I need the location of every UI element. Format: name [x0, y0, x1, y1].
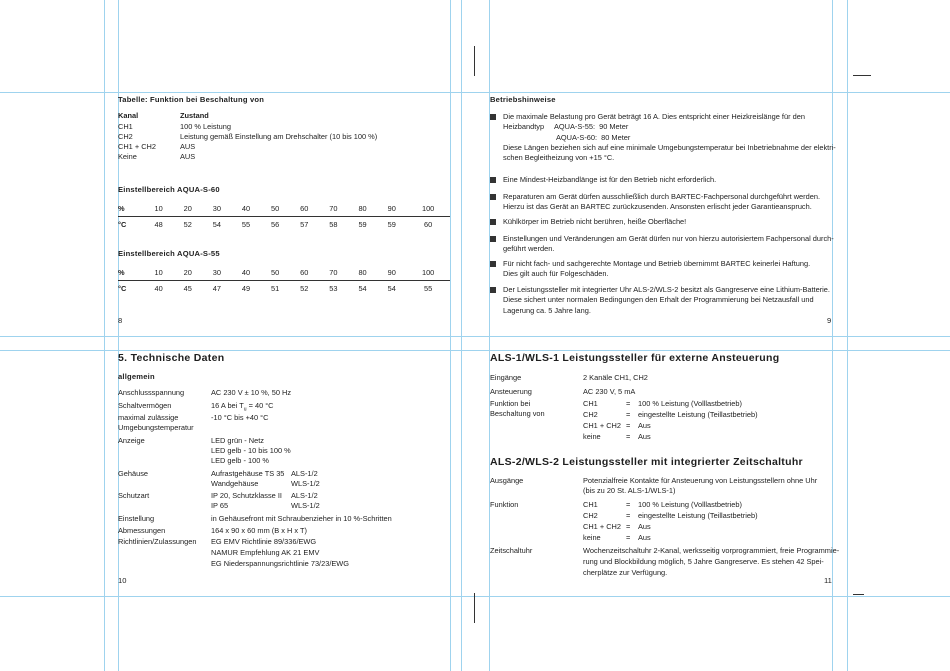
func-state: Aus [638, 421, 651, 430]
spec-value: LED gelb - 10 bis 100 % [211, 446, 291, 455]
page-title: Betriebshinweise [490, 95, 556, 104]
bullet-line: schen Begleitheizung von +15 °C. [503, 153, 615, 163]
func-channel: CH1 [583, 500, 598, 509]
range-cell: 49 [241, 284, 251, 293]
guide-line [0, 350, 950, 351]
func-equals: = [626, 399, 631, 408]
spec-label: Funktion [490, 500, 519, 509]
func-equals: = [626, 421, 631, 430]
range-cell: 51 [271, 284, 280, 293]
bullet-line: Eine Mindest-Heizbandlänge ist für den Betrieb nicht erforderlich. [503, 175, 717, 184]
kanal-cell: Keine [118, 152, 137, 161]
func-state: Aus [638, 432, 651, 441]
bullet-line: Hierzu ist das Gerät an BARTEC zurückzusenden. Ansonsten erlischt jeder Garantieanspruch. [503, 202, 812, 212]
bullet-line: Lagerung ca. 5 Jahre lang. [503, 305, 591, 315]
spec-value: LED grün - Netz [211, 436, 264, 445]
page-number: 9 [827, 316, 832, 325]
spec-label: Richtlinien/Zulassungen [118, 537, 197, 546]
range-cell: 53 [329, 284, 338, 293]
range-cell: 59 [387, 220, 396, 229]
spec-value: IP 65 [211, 501, 229, 510]
kanal-cell: CH1 [118, 122, 133, 131]
range-cell: 55 [424, 284, 433, 293]
range-cell: 52 [183, 220, 192, 229]
func-state: 100 % Leistung (Volllastbetrieb) [638, 399, 742, 408]
bullet-line: Dies gilt auch für Folgeschäden. [503, 269, 609, 279]
spec-label: Einstellung [118, 514, 155, 523]
bullet-line: Diese Längen beziehen sich auf eine minimale Umgebungstemperatur bei Inbetriebnahme der elektri- [503, 142, 836, 152]
spec-value-part: 16 A bei T [211, 401, 244, 410]
guide-line [0, 336, 950, 337]
zustand-cell: Leistung gemäß Einstellung am Drehschalter (10 bis 100 %) [180, 132, 378, 141]
func-equals: = [626, 511, 631, 520]
range-cell: 90 [377, 201, 406, 217]
spec-label: Ansteuerung [490, 387, 532, 396]
kanal-cell: CH2 [118, 132, 133, 141]
range-cell: 52 [300, 284, 309, 293]
bullet-text [503, 285, 830, 316]
range-cell: 40 [231, 201, 260, 217]
bullet-icon [490, 114, 496, 120]
spec-value: Wochenzeitschaltuhr 2-Kanal, werksseitig vorprogrammiert, freie Programmie- [583, 546, 840, 555]
func-channel: CH1 [583, 399, 598, 408]
range-cell: 47 [212, 284, 221, 293]
bullet-icon [490, 219, 496, 225]
spec-label: Funktion bei [490, 399, 531, 408]
spec-value: 164 x 90 x 60 mm (B x H x T) [211, 526, 307, 535]
bullet-line: Der Leistungssteller mit integrierter Uhr ALS-2/WLS-2 besitzt als Gangreserve eine Lithium-Batterie. [503, 285, 830, 294]
range-cell: 30 [202, 265, 231, 281]
spec-value: Potenzialfreie Kontakte für Ansteuerung von Leistungsstellern ohne Uhr [583, 476, 818, 485]
zustand-cell: AUS [180, 142, 196, 151]
range-cell: 54 [387, 284, 396, 293]
func-equals: = [626, 500, 631, 509]
range-cell: 50 [261, 201, 290, 217]
range-cell: 59 [358, 220, 367, 229]
func-state: eingestellte Leistung (Teillastbetrieb) [638, 511, 758, 520]
bullet-icon [490, 177, 496, 183]
range-cell: 57 [300, 220, 309, 229]
spec-value: EG Niederspannungsrichtlinie 73/23/EWG [211, 559, 350, 568]
func-equals: = [626, 522, 631, 531]
range-cell: °C [118, 220, 127, 229]
bullet-text [503, 112, 836, 163]
spec-value: AC 230 V, 5 mA [583, 387, 636, 396]
spec-variant: ALS-1/2 [291, 469, 318, 478]
trim-mark [474, 593, 475, 623]
section-subtitle: allgemein [118, 372, 155, 381]
bullet-line: Diese sichert unter normalen Bedingungen den Erhalt der Programmierung bei Netzausfall und [503, 295, 814, 305]
trim-mark [853, 75, 871, 76]
range-cell: 40 [231, 265, 260, 281]
section-title: ALS-1/WLS-1 Leistungssteller für externe Ansteuerung [490, 352, 780, 364]
range-55-title: Einstellbereich AQUA-S-55 [118, 249, 220, 258]
range-cell: 50 [261, 265, 290, 281]
bullet-text [503, 259, 810, 280]
spec-value: 2 Kanäle CH1, CH2 [583, 373, 648, 382]
spec-label: Beschaltung von [490, 409, 545, 418]
range-cell: 80 [348, 201, 377, 217]
range-55-table [118, 265, 450, 296]
guide-line [0, 92, 950, 93]
spec-value: NAMUR Empfehlung AK 21 EMV [211, 548, 320, 557]
bullet-icon [490, 261, 496, 267]
range-cell: 10 [144, 265, 173, 281]
bullet-text [503, 192, 820, 213]
page-number: 11 [824, 576, 832, 585]
spec-variant: ALS-1/2 [291, 491, 318, 500]
range-cell: 45 [183, 284, 192, 293]
spec-label: Gehäuse [118, 469, 148, 478]
spec-value: Wandgehäuse [211, 479, 259, 488]
spec-value: (bis zu 20 St. ALS-1/WLS-1) [583, 486, 676, 495]
spec-label: Zeitschaltuhr [490, 546, 533, 555]
bullet-line: Heizbandtyp AQUA-S-55: 90 Meter [503, 122, 629, 132]
bullet-line: AQUA-S-60: 80 Meter [503, 132, 631, 142]
spec-value: rung und Blockbildung möglich, 5 Jahre Gangreserve. Es stehen 42 Spei- [583, 557, 824, 566]
trim-mark [474, 46, 475, 76]
bullet-icon [490, 194, 496, 200]
range-cell: 100 [406, 201, 450, 217]
func-state: 100 % Leistung (Volllastbetrieb) [638, 500, 742, 509]
range-cell: % [118, 201, 144, 217]
range-cell: °C [118, 284, 127, 293]
range-cell: 30 [202, 201, 231, 217]
spec-value: cherplätze zur Verfügung. [583, 568, 668, 577]
range-cell: 54 [212, 220, 221, 229]
spec-value: IP 20, Schutzklasse II [211, 491, 282, 500]
kanal-cell: CH1 + CH2 [118, 142, 156, 151]
spec-label: Ausgänge [490, 476, 524, 485]
col-header-zustand: Zustand [180, 111, 209, 120]
range-cell: 54 [358, 284, 367, 293]
bullet-line: Die maximale Belastung pro Gerät beträgt 16 A. Dies entspricht einer Heizkreislänge für den [503, 112, 805, 121]
spec-label: Anzeige [118, 436, 145, 445]
func-channel: CH2 [583, 410, 598, 419]
range-cell: 60 [290, 265, 319, 281]
range-cell: 48 [154, 220, 163, 229]
bullet-icon [490, 287, 496, 293]
range-60-title: Einstellbereich AQUA-S-60 [118, 185, 220, 194]
col-header-kanal: Kanal [118, 111, 139, 120]
range-60-table [118, 201, 450, 232]
func-state: eingestellte Leistung (Teillastbetrieb) [638, 410, 758, 419]
spec-label: Schutzart [118, 491, 150, 500]
func-state: Aus [638, 522, 651, 531]
spec-value-subscript: u [243, 406, 247, 413]
func-equals: = [626, 533, 631, 542]
spec-value: Aufrastgehäuse TS 35 [211, 469, 285, 478]
range-cell: 58 [329, 220, 338, 229]
page-number: 10 [118, 576, 127, 585]
func-channel: CH1 + CH2 [583, 522, 621, 531]
range-cell: 56 [271, 220, 280, 229]
page-number: 8 [118, 316, 123, 325]
bullet-line: Reparaturen am Gerät dürfen ausschließlich durch BARTEC-Fachpersonal durchgeführt werden. [503, 192, 820, 201]
spec-value: AC 230 V ± 10 %, 50 Hz [211, 388, 292, 397]
range-cell: % [118, 265, 144, 281]
zustand-cell: 100 % Leistung [180, 122, 231, 131]
range-cell: 80 [348, 265, 377, 281]
range-cell: 55 [241, 220, 251, 229]
trim-mark [853, 594, 864, 595]
func-equals: = [626, 410, 631, 419]
bullet-text [503, 217, 686, 227]
spec-value: -10 °C bis +40 °C [211, 413, 269, 422]
spec-variant: WLS-1/2 [291, 501, 320, 510]
range-cell: 70 [319, 265, 348, 281]
section-title: ALS-2/WLS-2 Leistungssteller mit integrierter Zeitschaltuhr [490, 456, 803, 468]
range-cell: 60 [424, 220, 433, 229]
spec-label: maximal zulässige [118, 413, 179, 422]
range-cell: 10 [144, 201, 173, 217]
bullet-line: geführt werden. [503, 244, 555, 254]
zustand-cell: AUS [180, 152, 196, 161]
spec-label: Anschlussspannung [118, 388, 185, 397]
page-title: 5. Technische Daten [118, 352, 225, 364]
spec-label: Umgebungstemperatur [118, 423, 194, 432]
spec-label: Abmessungen [118, 526, 166, 535]
range-cell: 40 [154, 284, 163, 293]
guide-line [0, 596, 950, 597]
range-cell: 60 [290, 201, 319, 217]
spec-label: Schaltvermögen [118, 401, 172, 410]
func-channel: keine [583, 432, 601, 441]
func-channel: CH2 [583, 511, 598, 520]
bullet-line: Einstellungen und Veränderungen am Gerät dürfen nur von hierzu autorisiertem Fachpersonal durch- [503, 234, 834, 243]
range-cell: 20 [173, 265, 202, 281]
func-state: Aus [638, 533, 651, 542]
spec-value: LED gelb - 100 % [211, 456, 269, 465]
spec-value: EG EMV Richtlinie 89/336/EWG [211, 537, 317, 546]
func-equals: = [626, 432, 631, 441]
bullet-text [503, 234, 834, 255]
bullet-icon [490, 236, 496, 242]
range-cell: 20 [173, 201, 202, 217]
spec-variant: WLS-1/2 [291, 479, 320, 488]
range-cell: 70 [319, 201, 348, 217]
func-channel: CH1 + CH2 [583, 421, 621, 430]
range-cell: 90 [377, 265, 406, 281]
bullet-line: Für nicht fach- und sachgerechte Montage und Betrieb übernimmt BARTEC keinerlei Haftung. [503, 259, 811, 268]
bullet-text [503, 175, 716, 185]
spec-label: Eingänge [490, 373, 522, 382]
table-title: Tabelle: Funktion bei Beschaltung von [118, 95, 265, 104]
spec-value: in Gehäusefront mit Schraubenzieher in 10 %-Schritten [211, 514, 392, 523]
range-cell: 100 [406, 265, 450, 281]
bullet-line: Kühlkörper im Betrieb nicht berühren, heiße Oberfläche! [503, 217, 687, 226]
func-channel: keine [583, 533, 601, 542]
spec-value-part: = 40 °C [246, 401, 274, 410]
